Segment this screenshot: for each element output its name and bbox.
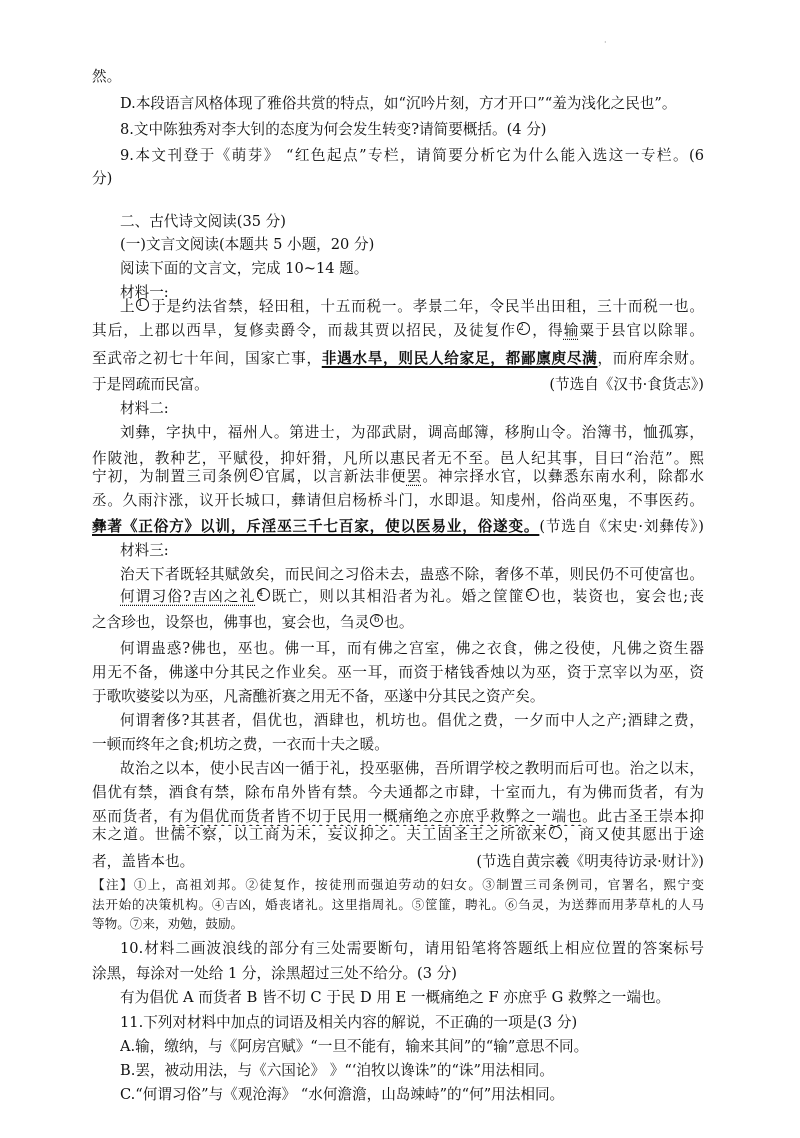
footnote-6: 6 xyxy=(370,614,383,627)
note-line2: 法开始的决策机构。④吉凶，婚丧诸礼。这里指周礼。⑤筐篚，聘礼。⑥刍灵，为送葬而用茅草札的人马 xyxy=(92,897,704,912)
question-11-option-b: B.罢，被动用法，与《六国论》 》“‘洎牧以谗诛”的“诛”用法相同。 xyxy=(120,1062,554,1079)
underlined-sentence-2: 彝著《正俗方》以训，斥淫巫三千七百家，使以医易业，俗遂变。 xyxy=(92,518,540,535)
m2-l3-b: 官属，以言新法非便 xyxy=(264,468,407,485)
m3-l2-a: 何谓习俗?吉凶之礼 xyxy=(120,588,256,605)
question-8: 8.文中陈独秀对李大钊的态度为何会发生转变?请简要概括。(4 分) xyxy=(120,121,547,138)
m3-l12-a: 末之道。世儒不察，以工商为末，妄议抑之。夫工固圣王之所欲来 xyxy=(92,826,548,843)
footnote-4: 4 xyxy=(257,588,270,601)
material1-line2 xyxy=(92,322,704,340)
material1-label: 材料一: xyxy=(120,284,169,301)
footnote-7: 7 xyxy=(549,826,562,839)
m3-l2-c: 也，装资也，宴会也;丧 xyxy=(539,588,704,605)
m1-l2-a: 其后，上郡以西旱，复修卖爵令，而裁其贾以招民，及徒复作 xyxy=(92,322,517,339)
material3-line11 xyxy=(92,808,704,826)
m1-l2-c: 粟于县官以除罪。 xyxy=(579,322,704,339)
material3-line10: 倡优有禁，酒食有禁，除布帛外皆有禁。今夫通都之市肆，十室而九，有为佛而货者，有为 xyxy=(92,784,704,801)
material3-source: (节选自黄宗羲《明夷待访录·财计》) xyxy=(476,853,704,870)
material2-label: 材料二: xyxy=(120,400,169,417)
section-subtitle: (一)文言文阅读(本题共 5 小题，20 分) xyxy=(120,236,375,253)
m3-l3-b: 也。 xyxy=(384,614,414,631)
material3-line3 xyxy=(92,614,704,632)
material3-line5: 用无不备，佛遂中分其民之作业矣。巫一耳，而资于楮钱香烛以为巫，资于烹宰以为巫，资 xyxy=(92,664,704,681)
material1-source: (节选自《汉书·食货志》) xyxy=(549,376,704,393)
m3-l11-a: 巫而货者， xyxy=(92,808,169,825)
m3-l11-b: 。此古圣王崇本抑 xyxy=(582,808,704,825)
question-9-line2: 分) xyxy=(92,170,113,187)
material2-line4: 丞。久雨汴涨，议开长城口，彝请但启杨桥斗门，水即退。知虔州，俗尚巫鬼，不事医药。 xyxy=(92,492,704,509)
material3-line2 xyxy=(120,588,704,606)
question-11-option-a: A.输，缴纳，与《阿房宫赋》“一旦不能有，输来其间”的“输”意思不同。 xyxy=(120,1038,589,1055)
question-10-options: 有为倡优 A 而货者 B 皆不切 C 于民 D 用 E 一概痛绝之 F 亦庶乎 G 救弊之一端也。 xyxy=(120,989,671,1006)
question-11-stem: 11.下列对材料中加点的词语及相关内容的解说，不正确的一项是(3 分) xyxy=(120,1014,578,1031)
m1-l3-b: ，而府库余财。 xyxy=(597,350,704,367)
m3-l3-a: 之含珍也，设祭也，佛事也，宴会也，刍灵 xyxy=(92,614,370,631)
question-11-option-c: C.“何谓习俗”与《观沧海》 “水何澹澹，山岛竦峙”的“何”用法相同。 xyxy=(120,1086,565,1103)
corner-mark: · xyxy=(604,38,607,47)
dotted-word-shu: 输 xyxy=(563,322,580,339)
material3-line1: 治天下者既轻其赋敛矣，而民间之习俗未去，蛊惑不除，奢侈不革，则民仍不可使富也。 xyxy=(120,566,704,583)
footnote-2: 2 xyxy=(517,322,530,335)
material3-line4: 何谓蛊惑?佛也，巫也。佛一耳，而有佛之宫室，佛之衣食，佛之役使，凡佛之资生器 xyxy=(120,640,704,657)
prev-text-end: 然。 xyxy=(92,68,122,85)
material1-line4: 于是罔疏而民富。 xyxy=(92,376,209,393)
underlined-sentence-1: 非遇水旱，则民人给家足，都鄙廪庾尽满 xyxy=(321,350,598,367)
wavy-underlined-sentence: 有为倡优而货者皆不切于民用一概痛绝之亦庶乎救弊之一端也 xyxy=(168,808,583,825)
material1-line3 xyxy=(92,350,704,368)
material3-line13: 者，盖皆本也。 xyxy=(92,853,195,870)
footnote-5: 5 xyxy=(526,588,539,601)
m2-l3-c: 。神宗择水官，以彝悉东南水利，除都水 xyxy=(422,468,704,485)
material1-line1 xyxy=(120,298,704,316)
section-instruction: 阅读下面的文言文，完成 10~14 题。 xyxy=(120,260,369,277)
material2-line2: 作陂池，教种艺，平赋役，抑奸猾，凡所以惠民者无不至。邑人纪其事，目曰“治范”。熙 xyxy=(92,450,704,467)
material2-line1: 刘彝，字执中，福州人。第进士，为邵武尉，调高邮簿，移朐山令。治簿书，恤孤寡， xyxy=(120,424,704,441)
note-line1: 【注】①上，高祖刘邦。②徒复作，按徒刑而强迫劳动的妇女。③制置三司条例司，官署名，熙宁变 xyxy=(92,877,704,892)
material2-line5 xyxy=(92,518,704,536)
m1-l1-a: 上 xyxy=(120,298,136,315)
footnote-3: 3 xyxy=(250,468,263,481)
material3-line12 xyxy=(92,826,704,844)
option-d: D.本段语言风格体现了雅俗共赏的特点，如“沉吟片刻，方才开口”“羞为浅化之民也”。 xyxy=(120,95,677,112)
m3-l12-b: ，商又使其愿出于途 xyxy=(562,826,704,843)
m2-l3-a: 宁初，为制置三司条例 xyxy=(92,468,250,485)
material3-line9: 故治之以本，使小民吉凶一循于礼，投巫驱佛，吾所谓学校之教明而后可也。治之以末， xyxy=(120,760,704,777)
m1-l3-a: 至武帝之初七十年间，国家亡事， xyxy=(92,350,322,367)
note-line3: 等物。⑦来，劝勉，鼓励。 xyxy=(92,916,244,931)
question-9-line1: 9.本文刊登于《萌芽》 “红色起点”专栏，请简要分析它为什么能入选这一专栏。(6 xyxy=(120,147,704,164)
material3-label: 材料三: xyxy=(120,542,169,559)
material2-line3 xyxy=(92,468,704,486)
m1-l2-b: ，得 xyxy=(531,322,564,339)
m1-l1-b: 于是约法省禁，轻田租，十五而税一。孝景二年，令民半出田租，三十而税一也。 xyxy=(150,298,704,315)
m3-l2-b: 既亡，则以其相沿者为礼。婚之筐篚 xyxy=(270,588,525,605)
material3-line7: 何谓奢侈?其甚者，倡优也，酒肆也，机坊也。倡优之费，一夕而中人之产;酒肆之费， xyxy=(120,712,704,729)
material2-source: (节选自《宋史·刘彝传》) xyxy=(539,518,704,535)
footnote-1: 1 xyxy=(136,298,149,311)
question-10-line2: 涂黑，每涂对一处给 1 分，涂黑超过三处不给分。(3 分) xyxy=(92,965,457,982)
dotted-word-ba: 罢 xyxy=(406,468,423,485)
question-10-line1: 10.材料二画波浪线的部分有三处需要断句，请用铅笔将答题纸上相应位置的答案标号 xyxy=(120,940,704,957)
material3-line6: 于歌吹婆娑以为巫，凡斋醮祈赛之用无不备，巫遂中分其民之资产矣。 xyxy=(92,688,545,705)
section-title: 二、古代诗文阅读(35 分) xyxy=(120,213,286,230)
material3-line8: 一顿而终年之食;机坊之费，一衣而十夫之暖。 xyxy=(92,736,389,753)
